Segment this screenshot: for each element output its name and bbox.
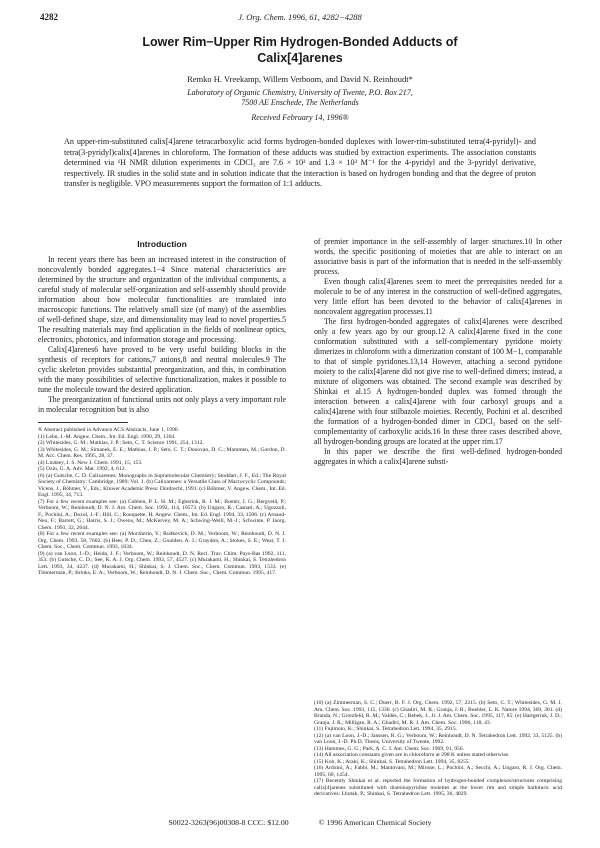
intro-paragraph: Calix[4]arenes6 have proved to be very useful building blocks in the synthesis of receptors for cations,7 anions,8 and neutral molecules.9 The cyclic skeleton provides substantial preorganization, and this, in combination with the many possibilities of selective functionalization, makes it possible to tune the molecule toward the desired application. — [38, 345, 286, 394]
affiliation-line-2: 7500 AE Enschede, The Netherlands — [241, 98, 359, 107]
intro-paragraph: The first hydrogen-bonded aggregates of calix[4]arenes were described only a few years ago by our group.12 A calix[4]arene fixed in the cone conformation substituted with a self-complementary pyridone moiety dimerizes in chloroform with a dimerization constant of 100 M−1, comparable to that of simple pyridones.13,14 However, attaching a second pyridone moiety to the calix[4]arene did not give rise to well-defined dimers; instead, a mixture of oligomers was obtained. The second example was described by Shinkai et al.15 A hydrogen-bonded duplex was formed through the interaction between a calix[4]arene with four carboxyl groups and a calix[4]arene with four stilbazole moieties. Recently, Pochini et al. described the formation of a hydrogen-bonded dimer in CDCl₃ based on the self-complementarity of carboxylic acids.16 In these three cases described above, all hydrogen-bonding groups are located at the upper rim.17 — [314, 317, 562, 446]
running-header — [40, 12, 560, 26]
footnote: (14) All association constants given are in chloroform at 298 K unless stated otherwise. — [314, 752, 510, 758]
right-column — [314, 237, 562, 467]
intro-paragraph: In this paper we describe the first well-defined hydrogen-bonded aggregates in which a calix[4]arene substi- — [314, 447, 562, 466]
title-line-1: Lower Rim−Upper Rim Hydrogen-Bonded Adducts of — [142, 35, 458, 49]
affiliation-line-1: Laboratory of Organic Chemistry, University of Twente, P.O. Box 217, — [187, 88, 413, 97]
abstract: An upper-rim-substituted calix[4]arene tetracarboxylic acid forms hydrogen-bonded duplexes with lower-rim-substituted tetra(4-pyridyl)- and tetra(3-pyridyl)calix[4]arenes in chloroform. The formation of these adducts was studied by extraction experiments. The association constants determined via ¹H NMR dilution experiments in CDCl₃ are 7.6 × 10³ and 1.3 × 10³ M⁻¹ for the 4-pyridyl and the 3-pyridyl derivative, respectively. IR studies in the solid state and in solution indicate that the interaction is based on hydrogen bonding and that the degree of proton transfer is negligible. VPO measurements support the formation of 1:1 adducts. — [64, 137, 536, 188]
footnote: (16) Arduini, A.; Fabbi, M.; Mantovani, M.; Mirone, L.; Pochini, A.; Secchi, A.; Ungaro, R. J. Org. Chem. 1995, 60, 1454. — [314, 765, 562, 778]
footnote: (15) Koh, K.; Araki, K.; Shinkai, S. Tetrahedron Lett. 1994, 35, 8255. — [314, 758, 470, 765]
footnote: (7) For a few recent examples see: (a) Cobben, P. L. H. M.; Egberink, R. J. M.; Bomer, J. G.; Bergveld, P.; Verboom, W.; Reinhoudt, D. N. J. Am. Chem. Soc. 1992, 114, 10573. (b) Ungaro, R.; Casnati, A.; Ugozzoli, F.; Pochini, A.; Dozol, J.-F.; Hill, C.; Rouquette, H. Angew. Chem., Int. Ed. Engl. 1994, 33, 1506. (c) Arnaud-Neu, F.; Barrett, G.; Harris, S. J.; Owens, M.; McKervey, M. A.; Schwing-Weill, M.-J.; Schwinte, P. Inorg. Chem. 1993, 32, 2644. — [38, 498, 286, 531]
footnote: (1) Lehn, J.-M. Angew. Chem., Int. Ed. Engl. 1990, 29, 1304. — [38, 433, 176, 440]
footnote: (2) Whitesides, G. M.; Mathias, J. P.; Seto, C. T. Science 1991, 254, 1312. — [38, 440, 204, 446]
footnote: (13) Hammes, G. G.; Park, A. C. J. Am. Chem. Soc. 1969, 91, 956. — [314, 745, 465, 752]
footnote: (11) Fujimoto, K.; Shinkai, S. Tetrahedron Lett. 1994, 35, 2915. — [314, 726, 458, 732]
intro-paragraph: The preorganization of functional units not only plays a very important role in molecular recognition but is also — [38, 395, 286, 414]
footnote: (6) (a) Gutsche, C. D. Calixarenes; Monographs in Supramolecular Chemistry; Stoddart, J. F., Ed.; The Royal Society of Chemistry: Cambridge, 1989; Vol. 1. (b) Calixarenes: a Versatile Class of Macrocyclic Compounds; Vicens, J., Böhmer, V., Eds.; Kluwer Academic Press: Dordrecht, 1991. (c) Böhmer, V. Angew. Chem., Int. Ed. Engl. 1995, 34, 713. — [38, 472, 286, 498]
footnote: (3) Whitesides, G. M.; Simanek, E. E.; Mathias, J. P.; Seto, C. T.; Donovan, D. C.; Mammen, M.; Gordon, D. M. Acc. Chem. Res. 1995, 28, 37. — [38, 446, 286, 459]
page-footer — [40, 818, 560, 827]
article-title — [80, 34, 520, 66]
footnote: (5) Ozin, G. A. Adv. Mat. 1992, 4, 612. — [38, 466, 126, 472]
title-line-2: Calix[4]arenes — [257, 51, 343, 65]
footnotes-left — [38, 427, 286, 577]
intro-paragraph: of premier importance in the self-assembly of larger structures.10 In other words, the specific positioning of moieties that are able to interact on an associative basis is part of the information that is needed in the self-assembly process. — [314, 237, 562, 276]
copyright: © 1996 American Chemical Society — [318, 818, 432, 827]
intro-paragraph: In recent years there has been an increased interest in the construction of noncovalently bonded aggregates.1−4 Since material characteristics are determined by the structure and organization of the individual components, a careful study of molecular self-organization and self-assembly should provide information about how molecular functionalities are translated into macroscopic functions. The relatively small size (of many) of the assemblies of well-defined shape, size, and dimensionality may lead to novel properties.5 The resulting materials may find application in the fields of nonlinear optics, electronics, photonics, and information storage and processing. — [38, 255, 286, 344]
article-code: S0022-3263(96)00308-8 CCC: $12.00 — [168, 818, 289, 827]
affiliation — [100, 88, 500, 108]
footnotes-right — [314, 700, 562, 798]
author-list: Remko H. Vreekamp, Willem Verboom, and David N. Reinhoudt* — [187, 74, 413, 84]
journal-citation: J. Org. Chem. 1996, 61, 4282−4288 — [238, 12, 362, 22]
footnote: (12) (a) van Loon, J.-D.; Janssen, R. G.; Verboom, W.; Reinhoudt, D. N. Tetrahedron Lett. 1992, 33, 5125. (b) van Loon, J.-D. Ph.D. Thesis, University of Twente, 1992. — [314, 732, 562, 745]
footnote: ® Abstract published in Advance ACS Abstracts, June 1, 1996. — [38, 427, 179, 433]
footnote: (4) Lindsey, J. S. New J. Chem. 1991, 15, 153. — [38, 459, 143, 466]
received-date: Received February 14, 1996® — [251, 113, 349, 122]
footnote: (8) For a few recent examples see: (a) Morzherin, Y.; Rudkevich, D. M.; Verboom, W.; Reinhoudt, D. N. J. Org. Chem. 1993, 58, 7602. (b) Beer, P. D.; Chen, Z.; Goulden, A. J.; Graydon, A.; Stokes, S. E.; Wear, T. J. Chem. Soc., Chem. Commun. 1993, 1834. — [38, 531, 286, 550]
footnote: (10) (a) Zimmerman, S. C.; Duerr, B. F. J. Org. Chem. 1992, 57, 2215. (b) Seto, C. T.; Whitesides, G. M. J. Am. Chem. Soc. 1993, 115, 1330. (c) Ghadiri, M. R.; Granja, J. R.; Buehler, L. K. Nature 1994, 369, 301. (d) Branda, N.; Grotzfeld, R. M.; Valdés, C.; Rebek, J., Jr. J. Am. Chem. Soc. 1995, 117, 85. (e) Hartgerink, J. D.; Granja, J. R.; Milligan, R. A.; Ghadiri, M. R. J. Am. Chem. Soc. 1996, 118, 43. — [314, 700, 562, 726]
page-number: 4282 — [40, 12, 58, 22]
left-column — [38, 239, 286, 577]
footnote-divider — [38, 422, 128, 423]
footnote: (9) (a) van Loon, J.-D.; Heida, J. F.; Verboom, W.; Reinhoudt, D. N. Recl. Trav. Chim. Pays-Bas 1992, 111, 353. (b) Gutsche, C. D.; See, K. A. J. Org. Chem. 1992, 57, 4527. (c) Murakami, H.; Shinkai, S. Tetrahedron Lett. 1993, 34, 4237. (d) Murakami, H.; Shinkai, S. J. Chem. Soc., Chem. Commun. 1993, 1533. (e) Timmerman, P.; Brinks, E. A.; Verboom, W.; Reinhoudt, D. N. J. Chem. Soc., Chem. Commun. 1995, 417. — [38, 550, 286, 576]
intro-paragraph: Even though calix[4]arenes seem to meet the prerequisites needed for a molecule to be of any interest in the construction of well-defined aggregates, very little effort has been devoted to the behavior of calix[4]arenes in noncovalent aggregation processes.11 — [314, 277, 562, 316]
footnote: (17) Recently Shinkai et al. reported the formation of hydrogen-bonded complexes/structures comprising calix[4]arenes substituted with diaminopyridine moieties at the lower rim and simple barbituric acid derivatives: Lhotak, P.; Shinkai, S. Tetrahedron Lett. 1995, 36, 4829. — [314, 778, 562, 797]
introduction-heading: Introduction — [137, 239, 187, 249]
